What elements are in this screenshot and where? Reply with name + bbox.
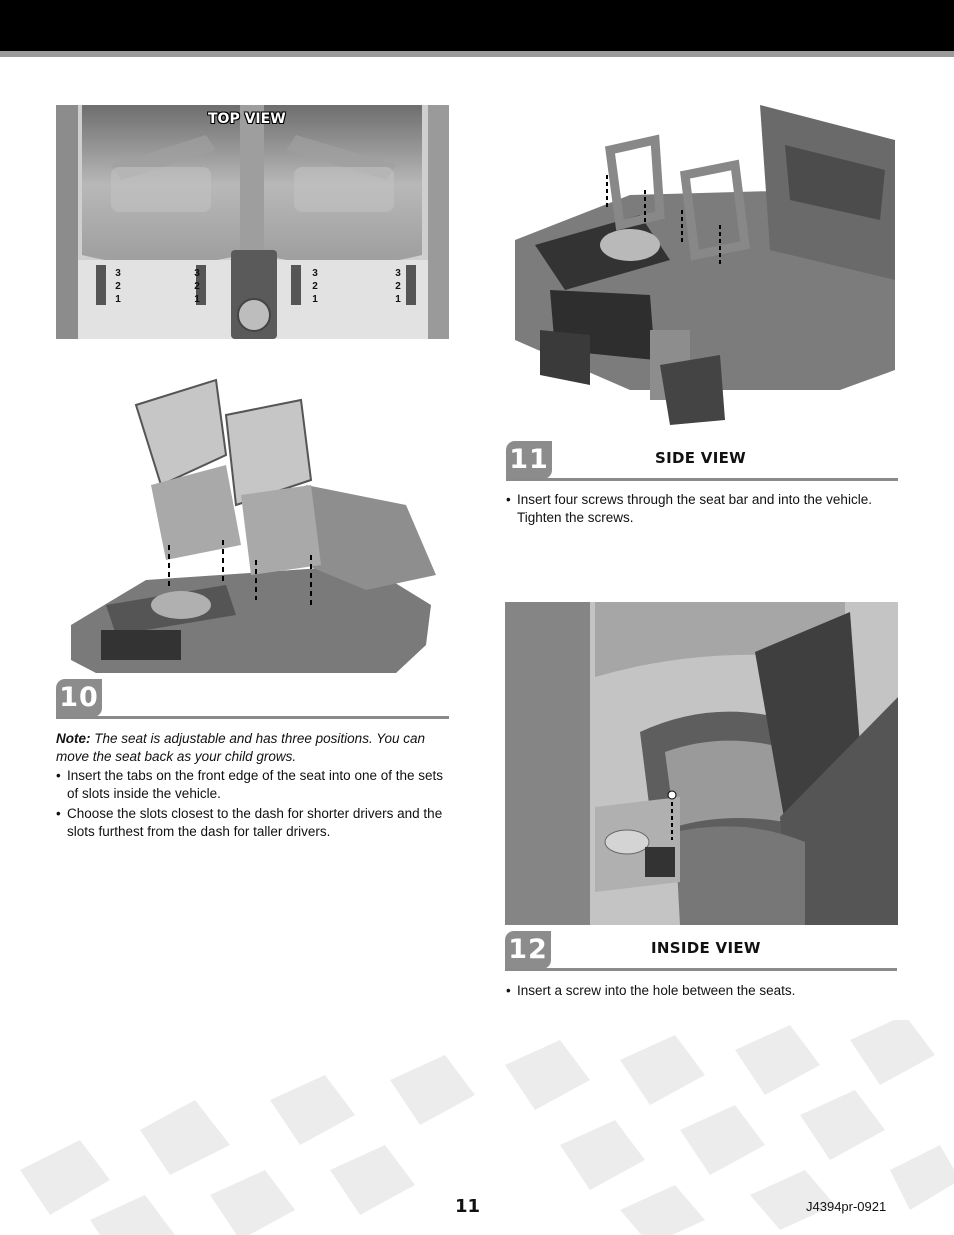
step-10-bullet-1: • Insert the tabs on the front edge of the seat into one of the sets of slots inside the vehicle. [56,767,448,803]
step-10-note [56,730,449,766]
top-view-label: TOP VIEW [208,111,286,127]
step-11-header [506,441,898,481]
top-view-figure [56,105,449,339]
slot-numbers-1: 3 2 1 [115,268,121,305]
document-code: J4394pr-0921 [806,1199,887,1214]
step-10-badge: 10 [56,679,102,717]
step-10-header [56,679,449,719]
step-12-badge: 12 [505,931,551,969]
step-11-caption: SIDE VIEW [655,449,746,467]
step-12-bullet-1: • Insert a screw into the hole between the seats. [506,982,898,1000]
step-11-illustration [510,100,900,430]
step-10-instructions [56,767,448,843]
slot-numbers-3: 3 2 1 [312,268,318,305]
step-12-caption: INSIDE VIEW [651,939,761,957]
header-bar [0,0,954,51]
step-10-bullet-2: • Choose the slots closest to the dash for shorter drivers and the slots furthest from the dash for taller drivers. [56,805,448,841]
step-10-rule [56,716,449,719]
note-label: Note: [56,731,91,746]
step-11-rule [506,478,898,481]
step-12-instructions [506,982,898,1002]
step-11-badge: 11 [506,441,552,479]
page-number: 11 [455,1196,481,1217]
step-10-illustration [66,375,446,673]
slot-numbers-2: 3 2 1 [194,268,200,305]
slot-numbers-4: 3 2 1 [395,268,401,305]
step-12-header [505,931,897,971]
step-11-instructions [506,491,904,529]
header-rule [0,51,954,57]
step-12-illustration [505,602,898,925]
step-12-rule [505,968,897,971]
note-text: The seat is adjustable and has three positions. You can move the seat back as your child grows. [56,731,425,764]
step-11-bullet-1: • Insert four screws through the seat bar and into the vehicle. Tighten the screws. [506,491,904,527]
